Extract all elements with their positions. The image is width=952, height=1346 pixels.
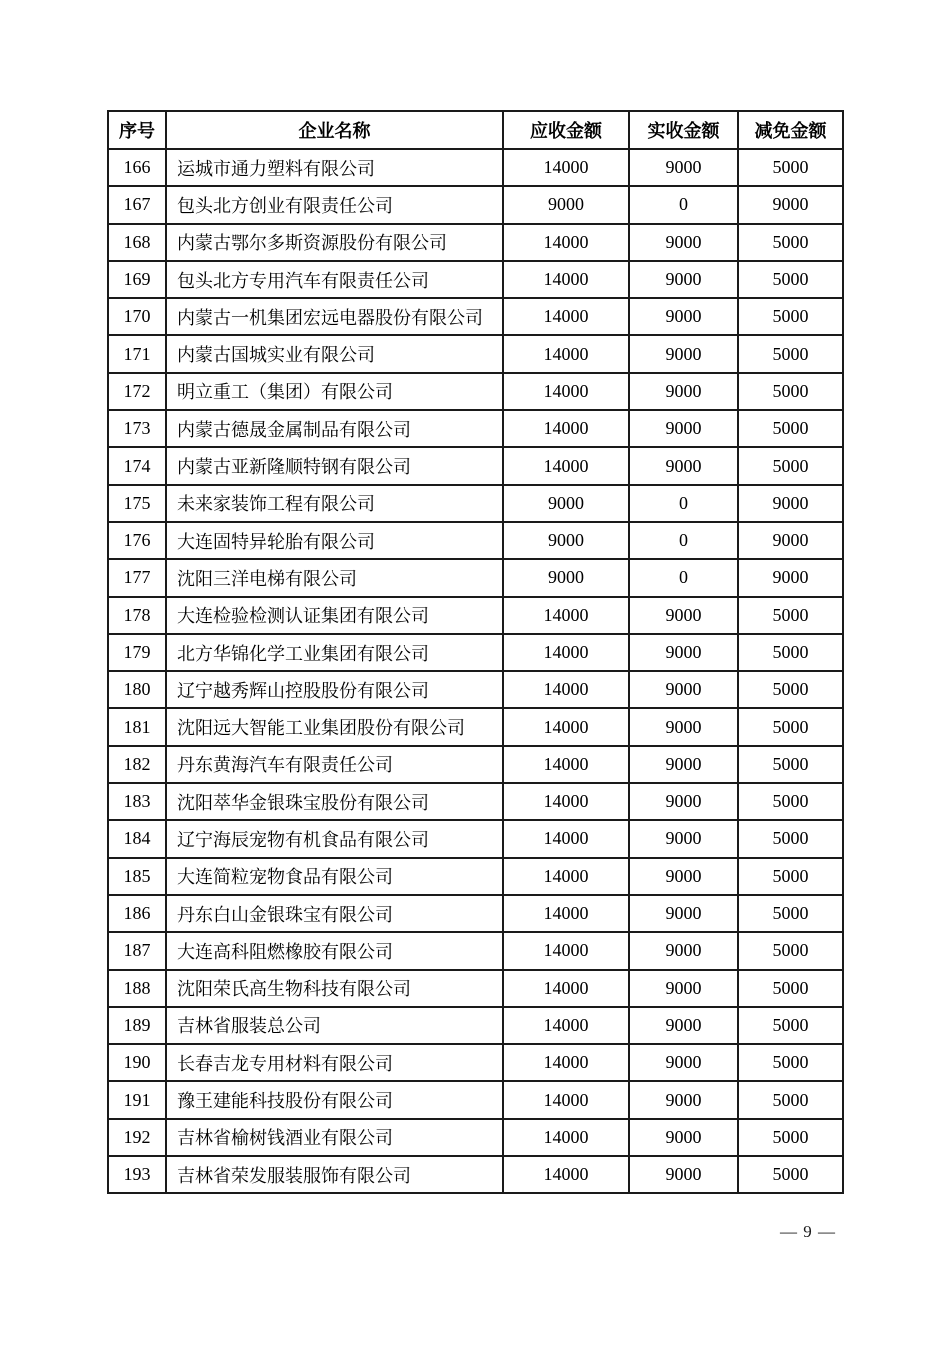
table-row bbox=[108, 298, 843, 335]
cell-index: 174 bbox=[108, 447, 166, 484]
cell-reduction-amount: 5000 bbox=[738, 820, 843, 857]
cell-reduction-amount: 5000 bbox=[738, 373, 843, 410]
table-row bbox=[108, 261, 843, 298]
table-row bbox=[108, 783, 843, 820]
cell-receivable-amount: 14000 bbox=[503, 970, 629, 1007]
cell-index: 189 bbox=[108, 1007, 166, 1044]
cell-company-name: 长春吉龙专用材料有限公司 bbox=[166, 1044, 503, 1081]
cell-reduction-amount: 5000 bbox=[738, 708, 843, 745]
cell-received-amount: 9000 bbox=[629, 335, 738, 372]
cell-receivable-amount: 14000 bbox=[503, 671, 629, 708]
cell-reduction-amount: 5000 bbox=[738, 858, 843, 895]
cell-reduction-amount: 5000 bbox=[738, 783, 843, 820]
cell-reduction-amount: 5000 bbox=[738, 149, 843, 186]
cell-company-name: 辽宁海辰宠物有机食品有限公司 bbox=[166, 820, 503, 857]
col-header-receivable-amount: 应收金额 bbox=[503, 111, 629, 149]
table-row bbox=[108, 1081, 843, 1118]
cell-index: 167 bbox=[108, 186, 166, 223]
table-row bbox=[108, 224, 843, 261]
cell-received-amount: 9000 bbox=[629, 970, 738, 1007]
cell-receivable-amount: 14000 bbox=[503, 597, 629, 634]
cell-receivable-amount: 14000 bbox=[503, 1007, 629, 1044]
cell-company-name: 包头北方创业有限责任公司 bbox=[166, 186, 503, 223]
cell-received-amount: 9000 bbox=[629, 298, 738, 335]
cell-receivable-amount: 14000 bbox=[503, 1119, 629, 1156]
cell-receivable-amount: 14000 bbox=[503, 746, 629, 783]
cell-receivable-amount: 14000 bbox=[503, 149, 629, 186]
cell-received-amount: 9000 bbox=[629, 858, 738, 895]
cell-company-name: 北方华锦化学工业集团有限公司 bbox=[166, 634, 503, 671]
cell-receivable-amount: 14000 bbox=[503, 224, 629, 261]
cell-company-name: 大连简粒宠物食品有限公司 bbox=[166, 858, 503, 895]
cell-index: 171 bbox=[108, 335, 166, 372]
table-row bbox=[108, 447, 843, 484]
cell-receivable-amount: 14000 bbox=[503, 298, 629, 335]
cell-received-amount: 9000 bbox=[629, 895, 738, 932]
col-header-company-name: 企业名称 bbox=[166, 111, 503, 149]
table-row bbox=[108, 746, 843, 783]
cell-index: 169 bbox=[108, 261, 166, 298]
cell-reduction-amount: 5000 bbox=[738, 634, 843, 671]
table-row bbox=[108, 522, 843, 559]
cell-reduction-amount: 9000 bbox=[738, 522, 843, 559]
table-row bbox=[108, 671, 843, 708]
cell-reduction-amount: 5000 bbox=[738, 895, 843, 932]
cell-company-name: 大连高科阻燃橡胶有限公司 bbox=[166, 932, 503, 969]
cell-company-name: 吉林省榆树钱酒业有限公司 bbox=[166, 1119, 503, 1156]
cell-received-amount: 9000 bbox=[629, 1119, 738, 1156]
cell-company-name: 辽宁越秀辉山控股股份有限公司 bbox=[166, 671, 503, 708]
cell-index: 192 bbox=[108, 1119, 166, 1156]
cell-company-name: 内蒙古一机集团宏远电器股份有限公司 bbox=[166, 298, 503, 335]
table-header-row bbox=[108, 111, 843, 149]
cell-index: 173 bbox=[108, 410, 166, 447]
cell-received-amount: 9000 bbox=[629, 1007, 738, 1044]
cell-company-name: 未来家装饰工程有限公司 bbox=[166, 485, 503, 522]
cell-receivable-amount: 14000 bbox=[503, 335, 629, 372]
cell-reduction-amount: 5000 bbox=[738, 298, 843, 335]
cell-reduction-amount: 5000 bbox=[738, 1007, 843, 1044]
cell-received-amount: 9000 bbox=[629, 149, 738, 186]
cell-reduction-amount: 5000 bbox=[738, 1156, 843, 1193]
cell-reduction-amount: 5000 bbox=[738, 970, 843, 1007]
table-row bbox=[108, 708, 843, 745]
cell-reduction-amount: 5000 bbox=[738, 1119, 843, 1156]
cell-reduction-amount: 5000 bbox=[738, 1044, 843, 1081]
cell-receivable-amount: 14000 bbox=[503, 858, 629, 895]
cell-reduction-amount: 5000 bbox=[738, 671, 843, 708]
cell-received-amount: 9000 bbox=[629, 932, 738, 969]
table-row bbox=[108, 410, 843, 447]
cell-received-amount: 9000 bbox=[629, 373, 738, 410]
cell-received-amount: 9000 bbox=[629, 820, 738, 857]
cell-reduction-amount: 9000 bbox=[738, 186, 843, 223]
table-row bbox=[108, 858, 843, 895]
cell-index: 180 bbox=[108, 671, 166, 708]
cell-receivable-amount: 14000 bbox=[503, 447, 629, 484]
cell-index: 177 bbox=[108, 559, 166, 596]
table-row bbox=[108, 559, 843, 596]
cell-company-name: 明立重工（集团）有限公司 bbox=[166, 373, 503, 410]
col-header-index: 序号 bbox=[108, 111, 166, 149]
cell-receivable-amount: 14000 bbox=[503, 410, 629, 447]
cell-reduction-amount: 5000 bbox=[738, 932, 843, 969]
cell-index: 188 bbox=[108, 970, 166, 1007]
table-row bbox=[108, 1007, 843, 1044]
table-row bbox=[108, 1119, 843, 1156]
cell-index: 193 bbox=[108, 1156, 166, 1193]
cell-company-name: 包头北方专用汽车有限责任公司 bbox=[166, 261, 503, 298]
cell-company-name: 丹东白山金银珠宝有限公司 bbox=[166, 895, 503, 932]
cell-index: 181 bbox=[108, 708, 166, 745]
cell-receivable-amount: 14000 bbox=[503, 783, 629, 820]
cell-company-name: 内蒙古亚新隆顺特钢有限公司 bbox=[166, 447, 503, 484]
cell-index: 185 bbox=[108, 858, 166, 895]
cell-receivable-amount: 14000 bbox=[503, 1081, 629, 1118]
cell-index: 191 bbox=[108, 1081, 166, 1118]
cell-received-amount: 9000 bbox=[629, 671, 738, 708]
cell-receivable-amount: 14000 bbox=[503, 708, 629, 745]
cell-reduction-amount: 5000 bbox=[738, 224, 843, 261]
cell-reduction-amount: 5000 bbox=[738, 335, 843, 372]
cell-received-amount: 9000 bbox=[629, 410, 738, 447]
cell-index: 175 bbox=[108, 485, 166, 522]
cell-receivable-amount: 14000 bbox=[503, 1156, 629, 1193]
cell-index: 166 bbox=[108, 149, 166, 186]
cell-received-amount: 9000 bbox=[629, 746, 738, 783]
cell-received-amount: 9000 bbox=[629, 783, 738, 820]
table-row bbox=[108, 149, 843, 186]
table-row bbox=[108, 1156, 843, 1193]
table-row bbox=[108, 335, 843, 372]
cell-receivable-amount: 14000 bbox=[503, 895, 629, 932]
col-header-received-amount: 实收金额 bbox=[629, 111, 738, 149]
cell-receivable-amount: 14000 bbox=[503, 373, 629, 410]
cell-index: 176 bbox=[108, 522, 166, 559]
cell-received-amount: 9000 bbox=[629, 1156, 738, 1193]
fee-table bbox=[107, 110, 844, 1194]
cell-received-amount: 9000 bbox=[629, 708, 738, 745]
cell-index: 179 bbox=[108, 634, 166, 671]
cell-received-amount: 9000 bbox=[629, 634, 738, 671]
cell-index: 168 bbox=[108, 224, 166, 261]
table-row bbox=[108, 373, 843, 410]
cell-received-amount: 9000 bbox=[629, 597, 738, 634]
cell-company-name: 沈阳远大智能工业集团股份有限公司 bbox=[166, 708, 503, 745]
cell-index: 182 bbox=[108, 746, 166, 783]
cell-index: 170 bbox=[108, 298, 166, 335]
cell-receivable-amount: 9000 bbox=[503, 186, 629, 223]
cell-received-amount: 0 bbox=[629, 186, 738, 223]
cell-index: 172 bbox=[108, 373, 166, 410]
cell-received-amount: 9000 bbox=[629, 261, 738, 298]
cell-reduction-amount: 5000 bbox=[738, 410, 843, 447]
cell-company-name: 运城市通力塑料有限公司 bbox=[166, 149, 503, 186]
cell-receivable-amount: 9000 bbox=[503, 522, 629, 559]
cell-company-name: 内蒙古德晟金属制品有限公司 bbox=[166, 410, 503, 447]
cell-received-amount: 9000 bbox=[629, 1081, 738, 1118]
cell-company-name: 吉林省服装总公司 bbox=[166, 1007, 503, 1044]
cell-company-name: 丹东黄海汽车有限责任公司 bbox=[166, 746, 503, 783]
cell-received-amount: 9000 bbox=[629, 447, 738, 484]
cell-company-name: 大连检验检测认证集团有限公司 bbox=[166, 597, 503, 634]
cell-receivable-amount: 14000 bbox=[503, 261, 629, 298]
table-row bbox=[108, 970, 843, 1007]
cell-company-name: 大连固特异轮胎有限公司 bbox=[166, 522, 503, 559]
table-row bbox=[108, 634, 843, 671]
cell-received-amount: 9000 bbox=[629, 224, 738, 261]
table-row bbox=[108, 597, 843, 634]
cell-reduction-amount: 5000 bbox=[738, 1081, 843, 1118]
table-row bbox=[108, 895, 843, 932]
cell-company-name: 内蒙古鄂尔多斯资源股份有限公司 bbox=[166, 224, 503, 261]
cell-index: 187 bbox=[108, 932, 166, 969]
cell-received-amount: 0 bbox=[629, 522, 738, 559]
cell-received-amount: 0 bbox=[629, 485, 738, 522]
col-header-reduction-amount: 减免金额 bbox=[738, 111, 843, 149]
cell-company-name: 豫王建能科技股份有限公司 bbox=[166, 1081, 503, 1118]
cell-reduction-amount: 5000 bbox=[738, 447, 843, 484]
cell-reduction-amount: 5000 bbox=[738, 746, 843, 783]
table-row bbox=[108, 1044, 843, 1081]
cell-receivable-amount: 14000 bbox=[503, 932, 629, 969]
table-row bbox=[108, 932, 843, 969]
cell-company-name: 沈阳荣氏高生物科技有限公司 bbox=[166, 970, 503, 1007]
cell-receivable-amount: 14000 bbox=[503, 634, 629, 671]
cell-company-name: 内蒙古国城实业有限公司 bbox=[166, 335, 503, 372]
cell-receivable-amount: 14000 bbox=[503, 820, 629, 857]
table-row bbox=[108, 485, 843, 522]
cell-company-name: 沈阳三洋电梯有限公司 bbox=[166, 559, 503, 596]
cell-reduction-amount: 5000 bbox=[738, 597, 843, 634]
cell-receivable-amount: 9000 bbox=[503, 485, 629, 522]
cell-reduction-amount: 9000 bbox=[738, 485, 843, 522]
cell-reduction-amount: 5000 bbox=[738, 261, 843, 298]
table-row bbox=[108, 820, 843, 857]
cell-index: 190 bbox=[108, 1044, 166, 1081]
cell-company-name: 沈阳萃华金银珠宝股份有限公司 bbox=[166, 783, 503, 820]
cell-received-amount: 0 bbox=[629, 559, 738, 596]
cell-index: 184 bbox=[108, 820, 166, 857]
cell-reduction-amount: 9000 bbox=[738, 559, 843, 596]
table-row bbox=[108, 186, 843, 223]
page-number: — 9 — bbox=[780, 1222, 836, 1241]
cell-index: 178 bbox=[108, 597, 166, 634]
cell-receivable-amount: 9000 bbox=[503, 559, 629, 596]
cell-received-amount: 9000 bbox=[629, 1044, 738, 1081]
cell-receivable-amount: 14000 bbox=[503, 1044, 629, 1081]
cell-index: 183 bbox=[108, 783, 166, 820]
cell-company-name: 吉林省荣发服装服饰有限公司 bbox=[166, 1156, 503, 1193]
cell-index: 186 bbox=[108, 895, 166, 932]
